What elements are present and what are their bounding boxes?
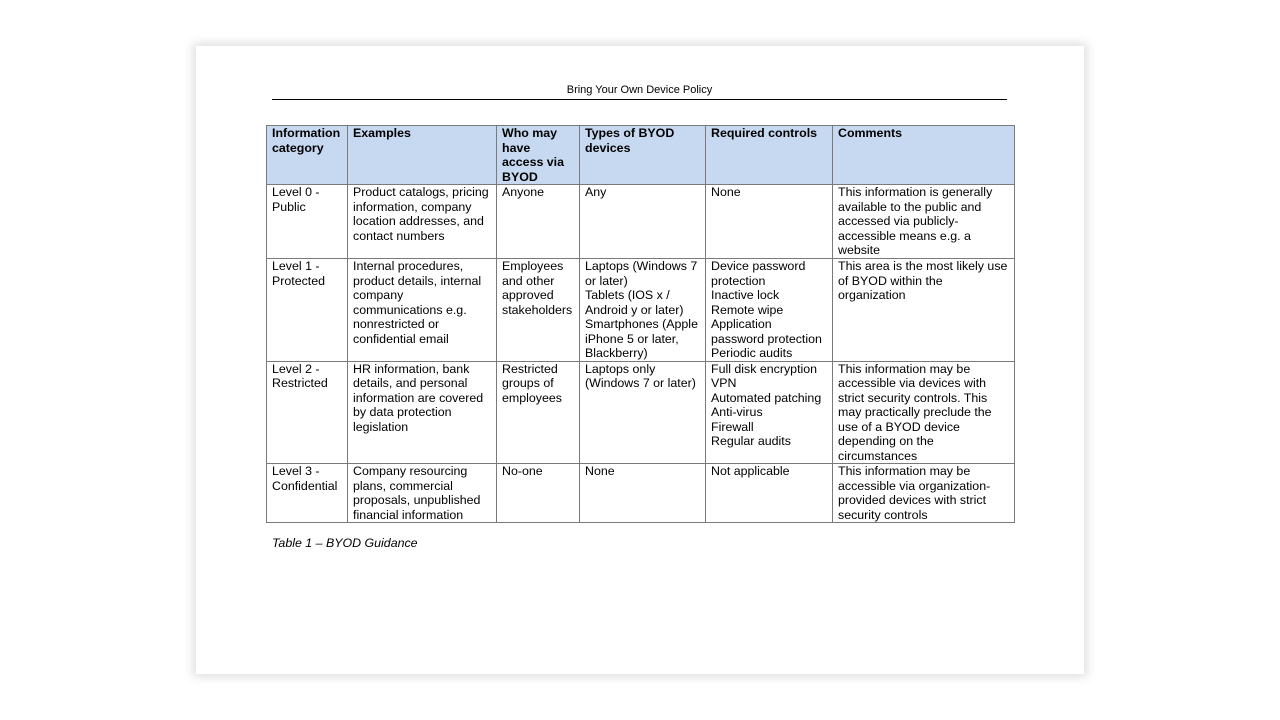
device-item: Tablets (IOS x / Android y or later): [585, 288, 684, 317]
cell-controls: [706, 464, 833, 523]
control-item: Regular audits: [711, 434, 791, 448]
cell-comments: This information may be accessible via devices with strict security controls. This may practically preclude the use of a BYOD device depending on the circumstances: [833, 361, 1015, 464]
column-header-comments: Comments: [833, 126, 1015, 185]
cell-examples: HR information, bank details, and personal information are covered by data protection legislation: [348, 361, 497, 464]
cell-devices: [580, 464, 706, 523]
cell-devices: [580, 259, 706, 362]
table-row: [267, 259, 1015, 362]
cell-access: Anyone: [497, 185, 580, 259]
control-item: VPN: [711, 376, 737, 390]
running-header: Bring Your Own Device Policy: [566, 84, 713, 96]
cell-category: Level 3 - Confidential: [267, 464, 348, 523]
column-header-controls: Required controls: [706, 126, 833, 185]
cell-category: Level 1 - Protected: [267, 259, 348, 362]
document-page: [196, 46, 1084, 674]
control-item: Firewall: [711, 419, 754, 434]
cell-examples: Company resourcing plans, commercial proposals, unpublished financial information: [348, 464, 497, 523]
table-header-row: [267, 126, 1015, 185]
table-row: [267, 464, 1015, 523]
control-item: Device password protection: [711, 259, 806, 288]
column-header-devices: Types of BYOD devices: [580, 126, 706, 185]
cell-access: Restricted groups of employees: [497, 361, 580, 464]
control-item: Not applicable: [711, 464, 790, 478]
control-item: Inactive lock: [711, 288, 780, 302]
control-item: Anti-virus: [711, 405, 763, 419]
control-item: Remote wipe: [711, 302, 784, 317]
control-item: Periodic audits: [711, 346, 793, 360]
cell-comments: This information may be accessible via organization-provided devices with strict security controls: [833, 464, 1015, 523]
cell-devices: [580, 361, 706, 464]
control-item: Automated patching: [711, 390, 822, 405]
control-item: Full disk encryption: [711, 361, 818, 376]
column-header-category: Information category: [267, 126, 348, 185]
cell-controls: [706, 361, 833, 464]
device-item: Smartphones (Apple iPhone 5 or later, Blackberry): [585, 317, 698, 360]
cell-examples: Internal procedures, product details, internal company communications e.g. nonrestricted or confidential email: [348, 259, 497, 362]
control-item: Application password protection: [711, 317, 822, 346]
cell-controls: [706, 185, 833, 259]
device-item: Any: [585, 185, 607, 199]
table-caption: Table 1 – BYOD Guidance: [272, 536, 418, 550]
cell-comments: This area is the most likely use of BYOD within the organization: [833, 259, 1015, 362]
device-item: Laptops (Windows 7 or later): [585, 259, 698, 288]
byod-guidance-table: [266, 125, 1015, 523]
control-item: None: [711, 185, 741, 199]
cell-devices: [580, 185, 706, 259]
cell-category: Level 2 - Restricted: [267, 361, 348, 464]
cell-examples: Product catalogs, pricing information, company location addresses, and contact numbers: [348, 185, 497, 259]
cell-comments: This information is generally available to the public and accessed via publicly-accessible means e.g. a website: [833, 185, 1015, 259]
cell-access: No-one: [497, 464, 580, 523]
table-row: [267, 361, 1015, 464]
column-header-access: Who may have access via BYOD: [497, 126, 580, 185]
cell-access: Employees and other approved stakeholders: [497, 259, 580, 362]
device-item: None: [585, 464, 615, 478]
cell-controls: [706, 259, 833, 362]
cell-category: Level 0 - Public: [267, 185, 348, 259]
header-rule: [272, 99, 1007, 100]
device-item: Laptops only (Windows 7 or later): [585, 361, 696, 390]
table-row: [267, 185, 1015, 259]
column-header-examples: Examples: [348, 126, 497, 185]
